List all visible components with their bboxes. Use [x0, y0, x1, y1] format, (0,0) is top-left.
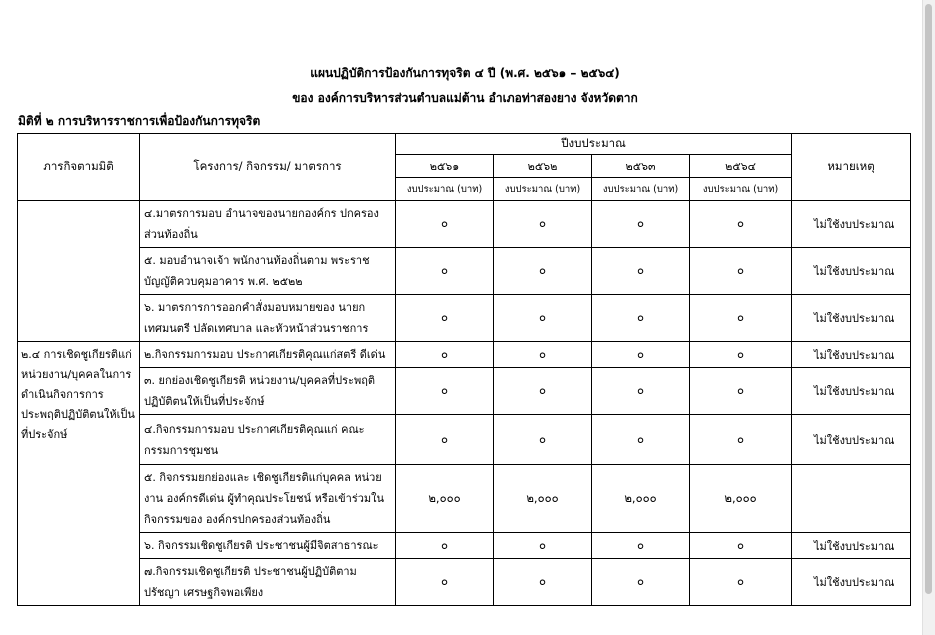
header-unit: งบประมาณ (บาท) — [592, 178, 690, 201]
project-cell: ๒.กิจกรรมการมอบ ประกาศเกียรติคุณแก่สตรี ดีเด่น — [140, 342, 396, 368]
project-cell: ๖. กิจกรรมเชิดชูเกียรติ ประชาชนผู้มีจิตสาธารณะ — [140, 533, 396, 559]
budget-cell: ๐ — [494, 342, 592, 368]
budget-cell: ๐ — [396, 368, 494, 415]
budget-cell: ๐ — [396, 201, 494, 248]
note-cell: ไม่ใช้งบประมาณ — [792, 533, 911, 559]
table-row — [18, 559, 911, 606]
budget-cell: ๐ — [396, 533, 494, 559]
budget-cell: ๐ — [690, 342, 792, 368]
table-row — [18, 368, 911, 415]
note-cell: ไม่ใช้งบประมาณ — [792, 368, 911, 415]
budget-cell: ๐ — [494, 368, 592, 415]
note-cell: ไม่ใช้งบประมาณ — [792, 248, 911, 295]
table-row — [18, 533, 911, 559]
mission-cell-empty — [18, 201, 140, 342]
header-year: ๒๕๖๑ — [396, 155, 494, 178]
header-year: ๒๕๖๓ — [592, 155, 690, 178]
scrollbar-thumb[interactable] — [925, 4, 932, 594]
header-project: โครงการ/ กิจกรรม/ มาตรการ — [140, 134, 396, 201]
note-cell: ไม่ใช้งบประมาณ — [792, 201, 911, 248]
plan-organization: ของ องค์การบริหารส่วนตำบลแม่ต้าน อำเภอท่าสองยาง จังหวัดตาก — [292, 91, 638, 105]
budget-cell: ๐ — [592, 415, 690, 465]
header-year: ๒๕๖๒ — [494, 155, 592, 178]
header-unit: งบประมาณ (บาท) — [494, 178, 592, 201]
dimension-heading: มิติที่ ๒ การบริหารราชการเพื่อป้องกันการทุจริต — [18, 114, 261, 128]
budget-cell: ๐ — [396, 295, 494, 342]
budget-cell: ๐ — [396, 559, 494, 606]
budget-cell: ๐ — [494, 415, 592, 465]
budget-cell: ๐ — [592, 201, 690, 248]
budget-table — [17, 133, 911, 606]
budget-cell: ๐ — [690, 295, 792, 342]
header-mission: ภารกิจตามมิติ — [18, 134, 140, 201]
budget-cell: ๐ — [690, 201, 792, 248]
project-cell: ๕. มอบอำนาจเจ้า พนักงานท้องถิ่นตาม พระราชบัญญัติควบคุมอาคาร พ.ศ. ๒๕๒๒ — [140, 248, 396, 295]
header-year: ๒๕๖๔ — [690, 155, 792, 178]
project-cell: ๔.มาตรการมอบ อำนาจของนายกองค์กร ปกครองส่วนท้องถิ่น — [140, 201, 396, 248]
budget-cell: ๐ — [494, 533, 592, 559]
budget-cell: ๒,๐๐๐ — [396, 465, 494, 533]
budget-cell: ๐ — [396, 248, 494, 295]
budget-cell: ๒,๐๐๐ — [690, 465, 792, 533]
budget-cell: ๐ — [396, 342, 494, 368]
note-cell: ไม่ใช้งบประมาณ — [792, 559, 911, 606]
project-cell: ๕. กิจกรรมยกย่องและ เชิดชูเกียรติแก่บุคคล หน่วยงาน องค์กรดีเด่น ผู้ทำคุณประโยชน์ หรือเข้าร่วมในกิจกรรมของ องค์กรปกครองส่วนท้องถิ่น — [140, 465, 396, 533]
table-row — [18, 248, 911, 295]
budget-cell: ๐ — [592, 295, 690, 342]
note-cell: ไม่ใช้งบประมาณ — [792, 295, 911, 342]
note-cell — [792, 465, 911, 533]
budget-cell: ๐ — [494, 201, 592, 248]
budget-cell: ๒,๐๐๐ — [494, 465, 592, 533]
budget-cell: ๒,๐๐๐ — [592, 465, 690, 533]
budget-cell: ๐ — [690, 559, 792, 606]
budget-cell: ๐ — [592, 342, 690, 368]
budget-cell: ๐ — [690, 533, 792, 559]
table-row — [18, 295, 911, 342]
project-cell: ๔.กิจกรรมการมอบ ประกาศเกียรติคุณแก่ คณะกรรมการชุมชน — [140, 415, 396, 465]
header-note: หมายเหตุ — [792, 134, 911, 201]
budget-cell: ๐ — [494, 559, 592, 606]
header-unit: งบประมาณ (บาท) — [396, 178, 494, 201]
budget-cell: ๐ — [592, 559, 690, 606]
budget-cell: ๐ — [494, 295, 592, 342]
mission-cell: ๒.๔ การเชิดชูเกียรติแก่หน่วยงาน/บุคคลในการดำเนินกิจการการประพฤติปฏิบัติตนให้เป็นที่ประจักษ์ — [18, 342, 140, 606]
budget-cell: ๐ — [494, 248, 592, 295]
project-cell: ๖. มาตรการการออกคำสั่งมอบหมายของ นายกเทศมนตรี ปลัดเทศบาล และหัวหน้าส่วนราชการ — [140, 295, 396, 342]
table-row — [18, 201, 911, 248]
budget-cell: ๐ — [592, 248, 690, 295]
budget-cell: ๐ — [690, 415, 792, 465]
table-row — [18, 465, 911, 533]
budget-cell: ๐ — [592, 368, 690, 415]
project-cell: ๓. ยกย่องเชิดชูเกียรติ หน่วยงาน/บุคคลที่ประพฤติปฏิบัติตนให้เป็นที่ประจักษ์ — [140, 368, 396, 415]
header-unit: งบประมาณ (บาท) — [690, 178, 792, 201]
header-budget-year: ปีงบประมาณ — [396, 134, 792, 155]
vertical-scrollbar[interactable] — [922, 0, 935, 635]
budget-cell: ๐ — [396, 415, 494, 465]
plan-title: แผนปฏิบัติการป้องกันการทุจริต ๔ ปี (พ.ศ. ๒๕๖๑ – ๒๕๖๔) — [310, 66, 620, 80]
budget-cell: ๐ — [592, 533, 690, 559]
budget-cell: ๐ — [690, 248, 792, 295]
note-cell: ไม่ใช้งบประมาณ — [792, 342, 911, 368]
note-cell: ไม่ใช้งบประมาณ — [792, 415, 911, 465]
table-row — [18, 415, 911, 465]
budget-cell: ๐ — [690, 368, 792, 415]
project-cell: ๗.กิจกรรมเชิดชูเกียรติ ประชาชนผู้ปฏิบัติตามปรัชญา เศรษฐกิจพอเพียง — [140, 559, 396, 606]
table-row — [18, 342, 911, 368]
